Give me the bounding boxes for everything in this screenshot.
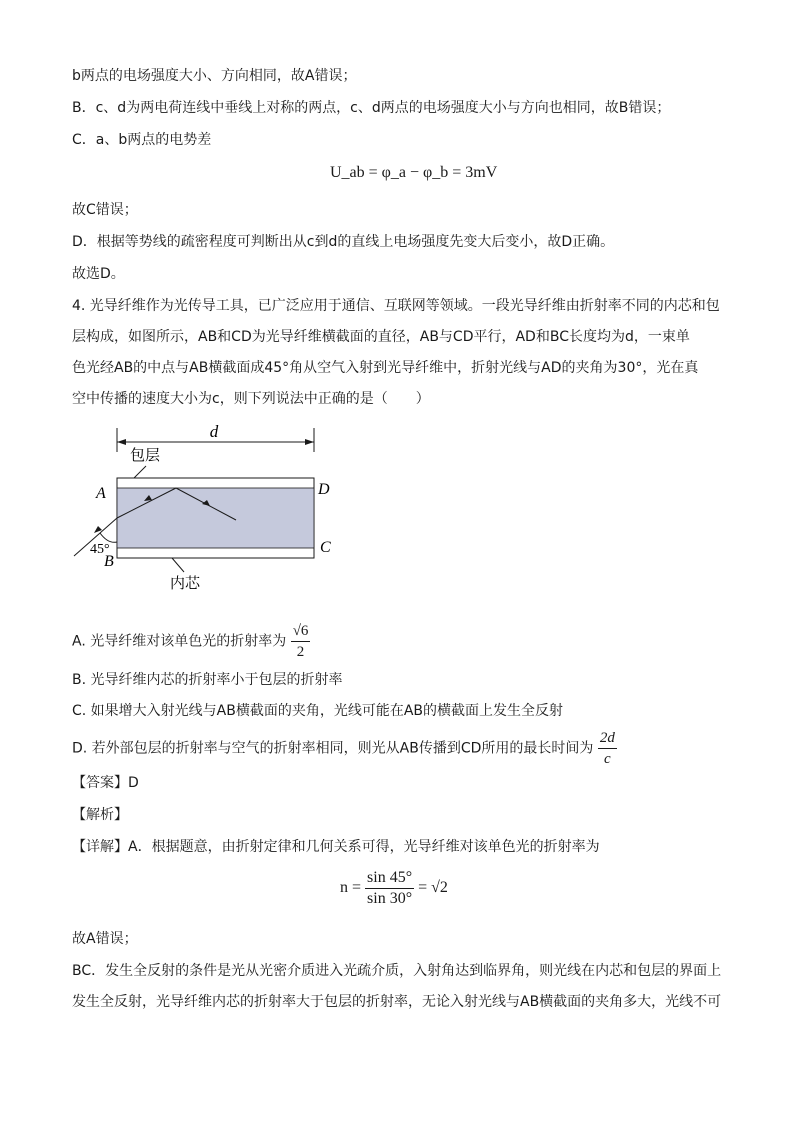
dimension-arrow-left	[117, 439, 126, 445]
equation-lhs: n =	[340, 879, 362, 897]
equation-numerator: sin 45°	[365, 868, 414, 889]
option-A-fraction	[291, 621, 311, 662]
label-B: B	[104, 553, 114, 570]
label-core: 内芯	[170, 576, 201, 592]
option-A	[72, 621, 310, 662]
text-line-2: B．c、d为两电荷连线中垂线上对称的两点，c、d两点的电场强度大小与方向也相同，故B错误；	[72, 100, 671, 116]
label-angle: 45°	[90, 542, 110, 557]
option-A-text: A. 光导纤维对该单色光的折射率为	[72, 633, 287, 650]
equation-fraction	[365, 868, 414, 909]
core-leader	[172, 558, 184, 572]
equation-rhs: = √2	[418, 879, 448, 897]
option-B: B. 光导纤维内芯的折射率小于包层的折射率	[72, 672, 343, 688]
detail-line: 【详解】A．根据题意，由折射定律和几何关系可得，光导纤维对该单色光的折射率为	[72, 839, 600, 855]
text-line-3: C．a、b两点的电势差	[72, 132, 212, 148]
equation-potential-difference: U_ab = φ_a − φ_b = 3mV	[330, 164, 498, 181]
angle-arc	[100, 533, 117, 542]
option-C: C. 如果增大入射光线与AB横截面的夹角，光线可能在AB的横截面上发生全反射	[72, 703, 564, 719]
wrong-a-line: 故A错误；	[72, 931, 138, 947]
option-A-denominator: 2	[296, 644, 305, 660]
label-A: A	[96, 485, 106, 502]
question-4-line-3: 色光经AB的中点与AB横截面成45°角从空气入射到光导纤维中，折射光线与AD的夹角为30°，光在真	[72, 360, 699, 376]
answer-label: 【答案】D	[72, 775, 139, 791]
dimension-arrow-right	[305, 439, 314, 445]
option-D-numerator: 2d	[598, 728, 617, 749]
core-region	[117, 488, 314, 548]
option-D	[72, 728, 617, 769]
optical-fiber-figure	[60, 418, 360, 598]
text-line-5: D．根据等势线的疏密程度可判断出从c到d的直线上电场强度先变大后变小，故D正确。	[72, 234, 615, 250]
bc-line-2: 发生全反射，光导纤维内芯的折射率大于包层的折射率，无论入射光线与AB横截面的夹角多大，光线不可	[72, 994, 722, 1010]
option-D-denominator: c	[604, 751, 611, 767]
bc-line-1: BC．发生全反射的条件是光从光密介质进入光疏介质，入射角达到临界角，则光线在内芯和包层的界面上	[72, 963, 722, 979]
text-line-6: 故选D。	[72, 266, 125, 282]
question-4-line-2: 层构成，如图所示，AB和CD为光导纤维横截面的直径，AB与CD平行，AD和BC长度均为d，一束单	[72, 329, 690, 345]
label-C: C	[320, 539, 331, 556]
option-A-numerator: √6	[291, 621, 311, 642]
option-D-fraction	[598, 728, 617, 769]
label-cladding: 包层	[130, 448, 161, 464]
equation-denominator: sin 30°	[367, 890, 413, 907]
text-line-1: b两点的电场强度大小、方向相同，故A错误；	[72, 68, 357, 84]
option-D-text: D. 若外部包层的折射率与空气的折射率相同，则光从AB传播到CD所用的最长时间为	[72, 740, 594, 757]
label-D: D	[318, 481, 330, 498]
question-4-line-4: 空中传播的速度大小为c，则下列说法中正确的是（ ）	[72, 391, 430, 407]
question-4-line-1: 4. 光导纤维作为光传导工具，已广泛应用于通信、互联网等领域。一段光导纤维由折射率不同的内芯和包	[72, 298, 720, 314]
equation-refractive-index	[340, 868, 448, 909]
text-line-4: 故C错误；	[72, 202, 138, 218]
label-d: d	[209, 422, 219, 441]
analysis-label: 【解析】	[72, 807, 128, 823]
